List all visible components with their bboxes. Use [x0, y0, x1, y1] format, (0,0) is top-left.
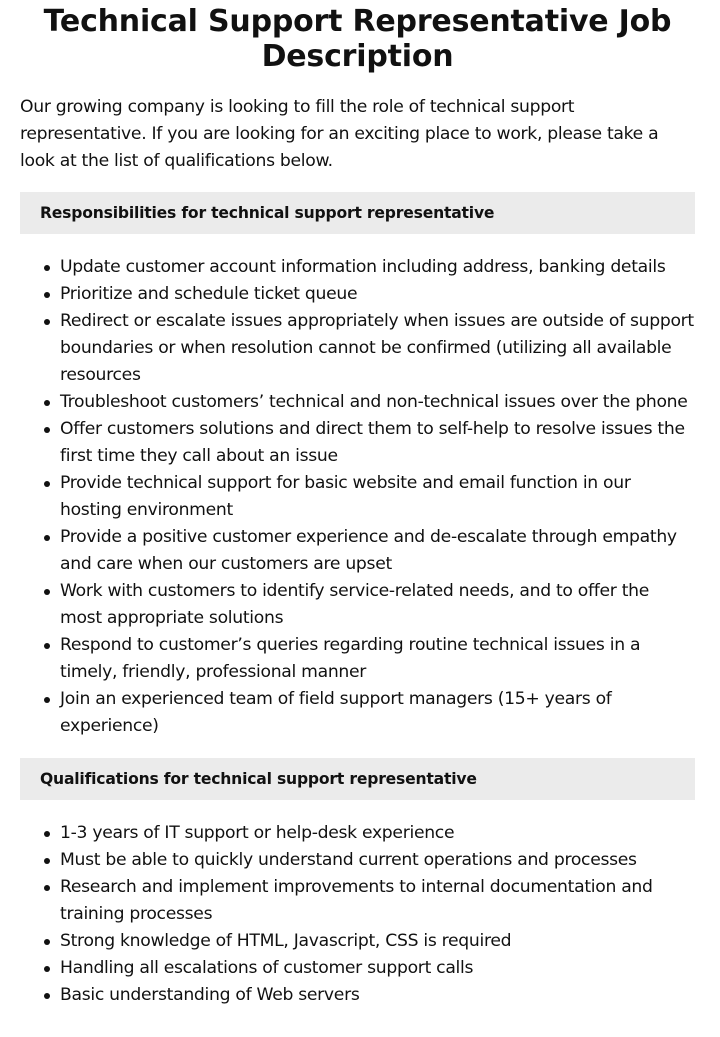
bullet-icon	[44, 427, 50, 433]
bullet-icon	[44, 885, 50, 891]
list-item	[20, 470, 695, 524]
list-item-text: Must be able to quickly understand current operations and processes	[60, 850, 637, 870]
list-item	[20, 874, 695, 928]
list-item	[20, 389, 695, 416]
list-item	[20, 632, 695, 686]
bullet-icon	[44, 643, 50, 649]
bullet-icon	[44, 535, 50, 541]
bullet-icon	[44, 319, 50, 325]
intro-paragraph: Our growing company is looking to fill the role of technical support representative. If you are looking for an exciting place to work, please take a look at the list of qualifications below.	[20, 97, 659, 171]
list-item-text: Prioritize and schedule ticket queue	[60, 284, 358, 304]
list-item-text: Offer customers solutions and direct them to self-help to resolve issues the first time they call about an issue	[60, 419, 685, 466]
list-item	[20, 254, 695, 281]
list-item-text: Handling all escalations of customer support calls	[60, 958, 474, 978]
list-item	[20, 982, 695, 1009]
responsibilities-heading: Responsibilities for technical support representative	[20, 192, 695, 234]
list-item-text: Troubleshoot customers’ technical and non-technical issues over the phone	[60, 392, 688, 412]
bullet-icon	[44, 697, 50, 703]
list-item	[20, 928, 695, 955]
page-title: Technical Support Representative Job Description	[43, 4, 672, 74]
responsibilities-list	[20, 254, 695, 740]
list-item	[20, 686, 695, 740]
list-item-text: Update customer account information including address, banking details	[60, 257, 666, 277]
list-item-text: Join an experienced team of field support managers (15+ years of experience)	[60, 689, 612, 736]
list-item-text: Provide technical support for basic website and email function in our hosting environment	[60, 473, 631, 520]
bullet-icon	[44, 481, 50, 487]
bullet-icon	[44, 589, 50, 595]
list-item-text: Basic understanding of Web servers	[60, 985, 360, 1005]
list-item	[20, 578, 695, 632]
qualifications-list	[20, 820, 695, 1009]
list-item	[20, 281, 695, 308]
bullet-icon	[44, 966, 50, 972]
list-item	[20, 308, 695, 389]
bullet-icon	[44, 400, 50, 406]
list-item	[20, 524, 695, 578]
bullet-icon	[44, 858, 50, 864]
bullet-icon	[44, 939, 50, 945]
list-item-text: Provide a positive customer experience and de-escalate through empathy and care when our customers are upset	[60, 527, 677, 574]
list-item-text: Work with customers to identify service-related needs, and to offer the most appropriate solutions	[60, 581, 650, 628]
bullet-icon	[44, 831, 50, 837]
bullet-icon	[44, 265, 50, 271]
list-item-text: Research and implement improvements to internal documentation and training processes	[60, 877, 653, 924]
list-item	[20, 820, 695, 847]
bullet-icon	[44, 292, 50, 298]
list-item-text: Strong knowledge of HTML, Javascript, CSS is required	[60, 931, 512, 951]
list-item	[20, 955, 695, 982]
qualifications-heading: Qualifications for technical support representative	[20, 758, 695, 800]
list-item-text: Respond to customer’s queries regarding routine technical issues in a timely, friendly, professional manner	[60, 635, 641, 682]
list-item-text: Redirect or escalate issues appropriately when issues are outside of support boundaries or when resolution cannot be confirmed (utilizing all available resources	[60, 311, 694, 385]
list-item	[20, 847, 695, 874]
bullet-icon	[44, 993, 50, 999]
list-item-text: 1-3 years of IT support or help-desk experience	[60, 823, 455, 843]
list-item	[20, 416, 695, 470]
